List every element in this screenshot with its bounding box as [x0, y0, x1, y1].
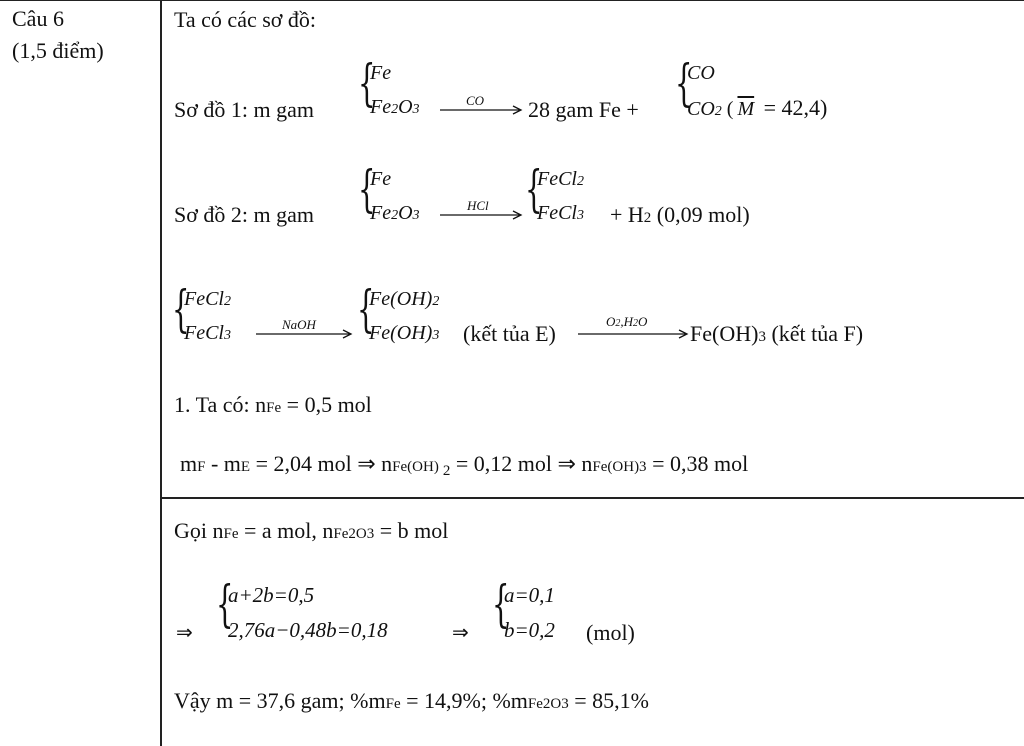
scheme1-reagent: CO	[466, 93, 485, 108]
question-label: Câu 6	[12, 6, 64, 31]
scheme1-gas-bottom: CO2 ( $\overline{M} = 42,4$)	[687, 95, 828, 120]
part2-line: Gọi nFe = a mol, nFe2O3 = b mol	[174, 518, 449, 543]
scheme3-reagent: NaOH	[282, 317, 316, 332]
scheme2-arrow-icon	[440, 209, 524, 221]
table-column-divider	[160, 0, 162, 746]
solution-unit: (mol)	[586, 620, 635, 645]
scheme1-reactant-top: Fe	[370, 62, 392, 84]
scheme3-left-brace: {	[172, 280, 190, 338]
scheme3-arrow2-icon	[578, 328, 690, 340]
scheme2-reactant-brace: {	[358, 160, 376, 218]
scheme2-product-bottom: FeCl3	[537, 202, 584, 224]
scheme1-label: Sơ đồ 1: m gam	[174, 97, 314, 122]
part1-line: 1. Ta có: nFe = 0,5 mol	[174, 392, 372, 417]
scheme2-reagent: HCl	[467, 198, 489, 213]
implies-arrow-2: ⇒	[452, 620, 469, 644]
scheme2-reactant-bottom: Fe2O3	[370, 202, 420, 224]
scheme2-product-brace: {	[525, 160, 543, 218]
scheme1-gas-brace: {	[675, 54, 693, 112]
scheme1-reactant-bottom: Fe2O3	[370, 96, 420, 118]
system-equation-bottom: 2,76a−0,48b=0,18	[228, 618, 388, 642]
solution-bottom: b=0,2	[504, 618, 555, 642]
solution-top: a=0,1	[504, 583, 555, 607]
question-points: (1,5 điểm)	[12, 38, 104, 63]
scheme2-hydrogen: + H2 (0,09 mol)	[610, 202, 750, 227]
table-top-border	[0, 0, 1024, 1]
implies-arrow-1: ⇒	[176, 620, 193, 644]
scheme2-label: Sơ đồ 2: m gam	[174, 202, 314, 227]
scheme1-gas-top: CO	[687, 62, 715, 84]
scheme1-product: 28 gam Fe +	[528, 97, 639, 122]
scheme3-mid-top: Fe(OH)2	[369, 288, 440, 310]
table-row-divider	[160, 497, 1024, 499]
scheme3-final-product: Fe(OH)3 (kết tủa F)	[690, 321, 864, 346]
scheme2-reactant-top: Fe	[370, 168, 392, 190]
scheme1-reactant-brace: {	[358, 54, 376, 112]
intro-text: Ta có các sơ đồ:	[174, 7, 317, 32]
scheme2-product-top: FeCl2	[537, 168, 584, 190]
scheme3-mid-brace: {	[357, 280, 375, 338]
system-brace: {	[216, 575, 234, 633]
scheme3-precipitate-e: (kết tủa E)	[463, 321, 556, 346]
scheme3-left-bottom: FeCl3	[184, 322, 231, 344]
scheme3-left-top: FeCl2	[184, 288, 231, 310]
mass-difference-line: mF - mE = 2,04 mol ⇒ nFe(OH) 2 = 0,12 mol ⇒ nFe(OH)3 = 0,38 mol	[180, 451, 749, 479]
system-equation-top: a+2b=0,5	[228, 583, 315, 607]
scheme3-mid-bottom: Fe(OH)3	[369, 322, 440, 344]
scheme3-reagent2: O2,H2O	[606, 314, 648, 329]
solution-brace: {	[492, 575, 510, 633]
scheme1-arrow-icon	[440, 104, 524, 116]
conclusion-line: Vậy m = 37,6 gam; %mFe = 14,9%; %mFe2O3 = 85,1%	[174, 688, 649, 713]
scheme3-arrow-icon	[256, 328, 354, 340]
